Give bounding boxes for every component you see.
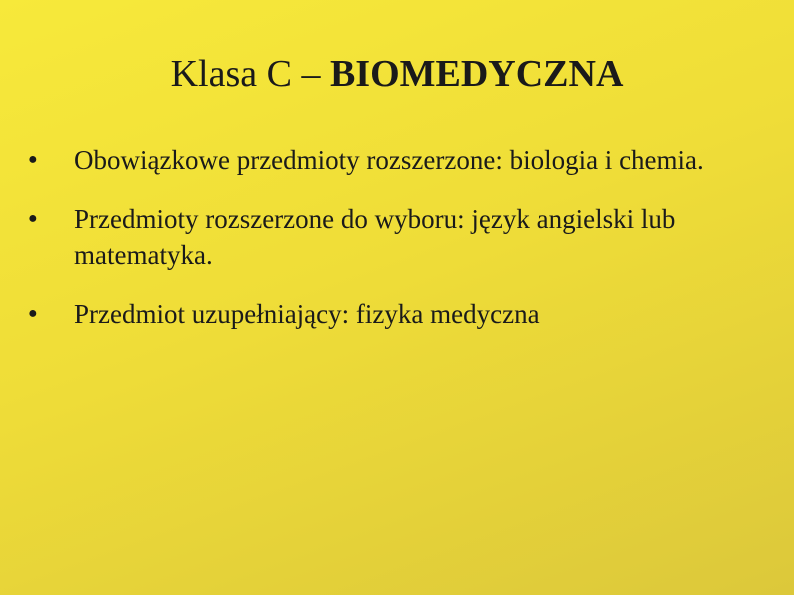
slide-title-regular: Klasa C – [170, 53, 330, 95]
bullet-list [28, 142, 768, 355]
bullet-item [28, 296, 768, 332]
bullet-icon: ● [28, 210, 38, 227]
bullet-text: Obowiązkowe przedmioty rozszerzone: biologia i chemia. [74, 145, 704, 175]
bullet-icon: ● [28, 151, 38, 168]
bullet-text: Przedmioty rozszerzone do wyboru: język angielski lub matematyka. [74, 204, 676, 270]
bullet-text: Przedmiot uzupełniający: fizyka medyczna [74, 299, 540, 329]
bullet-icon: ● [28, 305, 38, 322]
bullet-item [28, 142, 768, 178]
slide-title-bold: BIOMEDYCZNA [329, 53, 624, 95]
slide-title [0, 50, 794, 98]
bullet-item [28, 201, 768, 273]
